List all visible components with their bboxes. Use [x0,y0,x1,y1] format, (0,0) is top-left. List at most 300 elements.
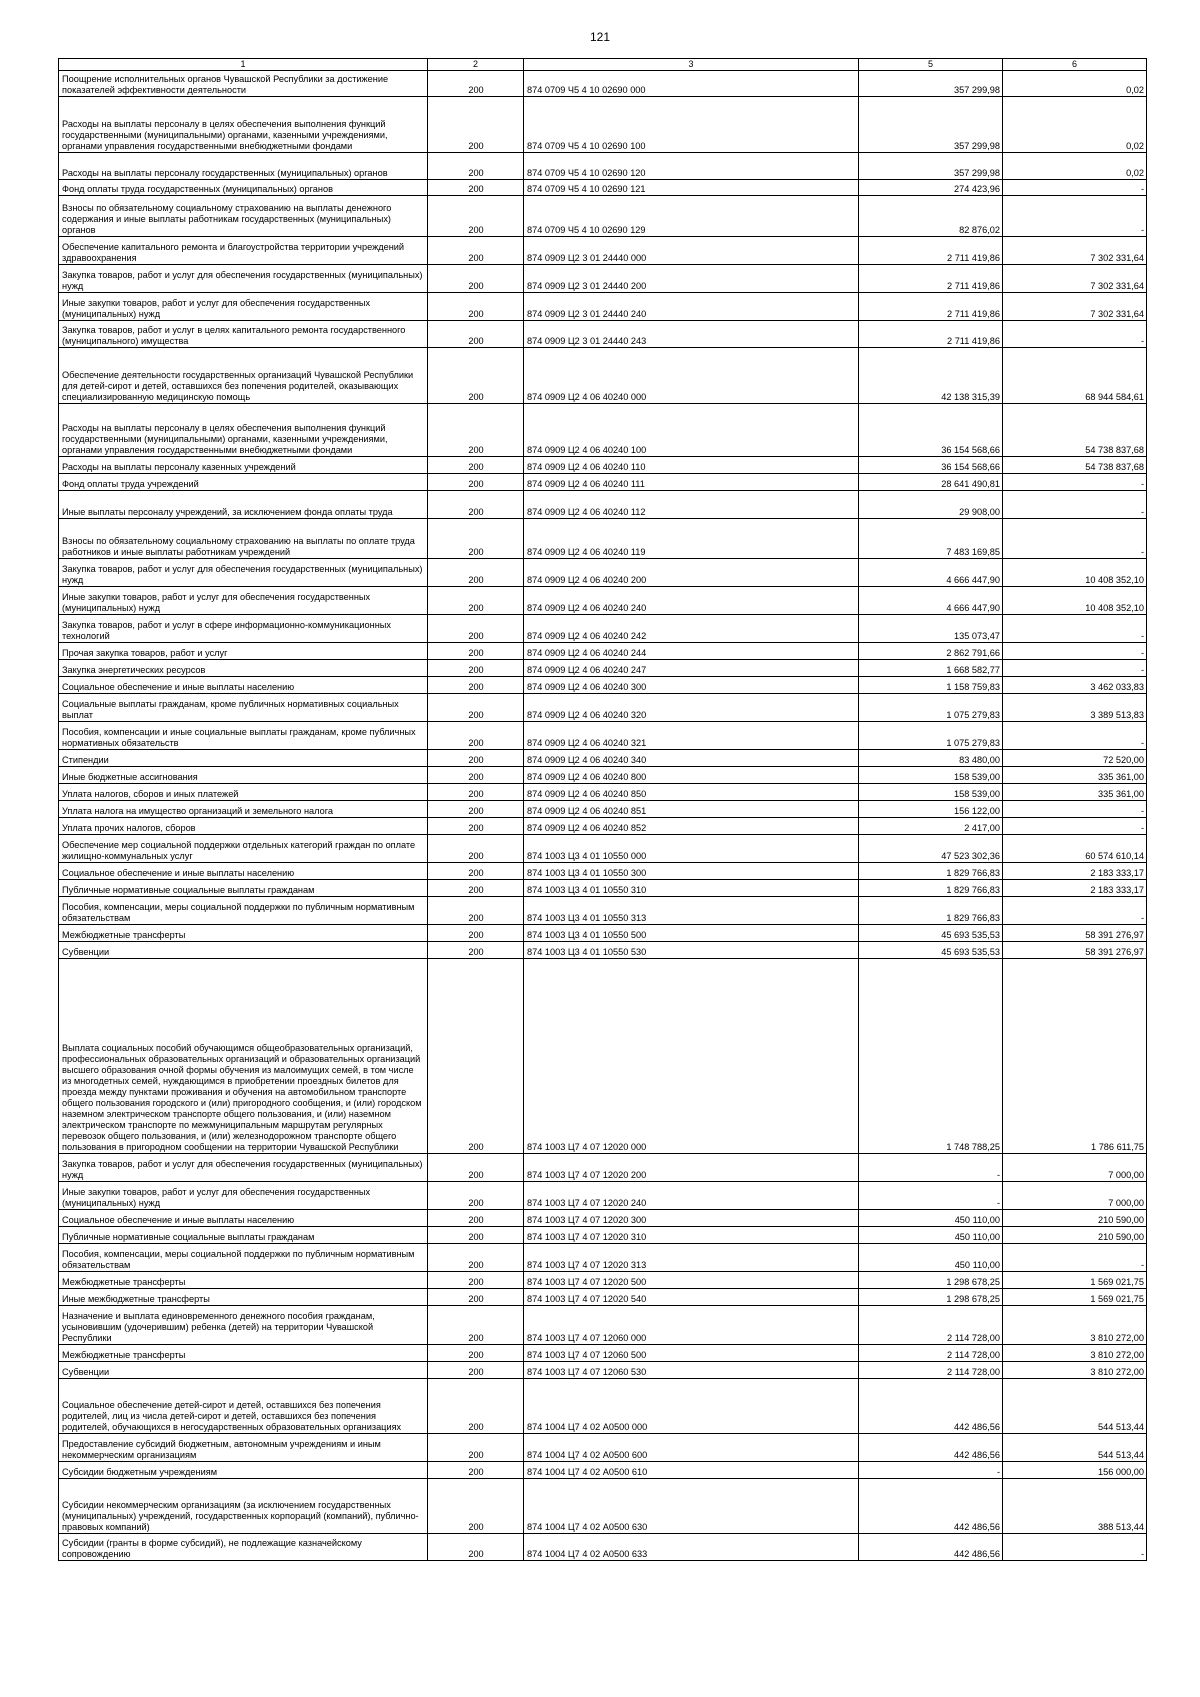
row-unexecuted-amount: 54 738 837,68 [1003,457,1147,474]
table-row [59,1244,1147,1272]
row-budget-code: 874 0909 Ц2 4 06 40240 100 [524,404,859,457]
row-description: Субвенции [59,1362,428,1379]
table-row [59,784,1147,801]
row-budget-code: 874 1003 Ц7 4 07 12020 300 [524,1210,859,1227]
row-executed-amount: - [859,1462,1003,1479]
row-line-code: 200 [428,1534,524,1561]
row-executed-amount: 1 298 678,25 [859,1289,1003,1306]
row-description: Закупка товаров, работ и услуг в целях капитального ремонта государственного (муниципального) имущества [59,321,428,348]
row-budget-code: 874 1003 Ц3 4 01 10550 313 [524,897,859,925]
row-description: Уплата налогов, сборов и иных платежей [59,784,428,801]
row-budget-code: 874 0909 Ц2 4 06 40240 111 [524,474,859,491]
row-executed-amount: 1 829 766,83 [859,880,1003,897]
row-unexecuted-amount: - [1003,643,1147,660]
row-line-code: 200 [428,97,524,153]
table-row [59,1534,1147,1561]
header-col-5: 5 [859,59,1003,71]
header-col-6: 6 [1003,59,1147,71]
row-executed-amount: 2 711 419,86 [859,265,1003,293]
row-description: Закупка товаров, работ и услуг для обеспечения государственных (муниципальных) нужд [59,559,428,587]
row-budget-code: 874 1003 Ц7 4 07 12060 000 [524,1306,859,1345]
header-col-1: 1 [59,59,428,71]
table-row [59,237,1147,265]
table-body [59,71,1147,1561]
row-description: Назначение и выплата единовременного денежного пособия гражданам, усыновившим (удочерившим) ребенка (детей) на территории Чувашской Республики [59,1306,428,1345]
row-line-code: 200 [428,1154,524,1182]
row-line-code: 200 [428,694,524,722]
row-unexecuted-amount: 7 000,00 [1003,1154,1147,1182]
row-executed-amount: 4 666 447,90 [859,559,1003,587]
row-description: Обеспечение капитального ремонта и благоустройства территории учреждений здравоохранения [59,237,428,265]
table-row [59,321,1147,348]
table-row [59,71,1147,97]
row-budget-code: 874 0909 Ц2 4 06 40240 110 [524,457,859,474]
row-description: Межбюджетные трансферты [59,925,428,942]
row-unexecuted-amount: 544 513,44 [1003,1379,1147,1434]
row-budget-code: 874 0709 Ч5 4 10 02690 129 [524,196,859,237]
row-unexecuted-amount: 3 810 272,00 [1003,1362,1147,1379]
row-line-code: 200 [428,1379,524,1434]
row-description: Иные закупки товаров, работ и услуг для обеспечения государственных (муниципальных) нужд [59,293,428,321]
table-row [59,925,1147,942]
row-line-code: 200 [428,835,524,863]
row-executed-amount: 2 711 419,86 [859,293,1003,321]
row-description: Иные выплаты персоналу учреждений, за исключением фонда оплаты труда [59,491,428,519]
row-unexecuted-amount: 60 574 610,14 [1003,835,1147,863]
row-unexecuted-amount: 58 391 276,97 [1003,942,1147,959]
row-unexecuted-amount: - [1003,491,1147,519]
table-row [59,1272,1147,1289]
page-number: 121 [589,30,611,44]
row-line-code: 200 [428,1362,524,1379]
table-row [59,1434,1147,1462]
row-executed-amount: 1 075 279,83 [859,722,1003,750]
row-executed-amount: 36 154 568,66 [859,404,1003,457]
row-executed-amount: 450 110,00 [859,1244,1003,1272]
row-budget-code: 874 0909 Ц2 4 06 40240 320 [524,694,859,722]
row-budget-code: 874 0909 Ц2 4 06 40240 851 [524,801,859,818]
row-budget-code: 874 0909 Ц2 4 06 40240 244 [524,643,859,660]
table-row [59,643,1147,660]
row-budget-code: 874 1003 Ц7 4 07 12020 500 [524,1272,859,1289]
table-row [59,1289,1147,1306]
row-line-code: 200 [428,559,524,587]
table-row [59,880,1147,897]
row-executed-amount: 1 829 766,83 [859,863,1003,880]
row-description: Стипендии [59,750,428,767]
row-description: Обеспечение мер социальной поддержки отдельных категорий граждан по оплате жилищно-коммунальных услуг [59,835,428,863]
row-executed-amount: 442 486,56 [859,1534,1003,1561]
table-row [59,818,1147,835]
row-description: Предоставление субсидий бюджетным, автономным учреждениям и иным некоммерческим организациям [59,1434,428,1462]
row-executed-amount: 1 668 582,77 [859,660,1003,677]
row-unexecuted-amount: - [1003,474,1147,491]
row-budget-code: 874 1003 Ц7 4 07 12020 240 [524,1182,859,1210]
row-line-code: 200 [428,660,524,677]
table-row [59,1182,1147,1210]
row-description: Расходы на выплаты персоналу в целях обеспечения выполнения функций государственными (муниципальными) органами, казенными учреждениями, органами управления государственными внебюджетными фондами [59,404,428,457]
row-description: Закупка товаров, работ и услуг в сфере информационно-коммуникационных технологий [59,615,428,643]
row-line-code: 200 [428,180,524,196]
row-budget-code: 874 0909 Ц2 3 01 24440 240 [524,293,859,321]
table-row [59,293,1147,321]
row-executed-amount: 42 138 315,39 [859,348,1003,404]
row-line-code: 200 [428,1272,524,1289]
row-unexecuted-amount: - [1003,801,1147,818]
table-row [59,519,1147,559]
row-unexecuted-amount: 3 810 272,00 [1003,1306,1147,1345]
row-unexecuted-amount: - [1003,897,1147,925]
row-budget-code: 874 1004 Ц7 4 02 А0500 000 [524,1379,859,1434]
row-budget-code: 874 1004 Ц7 4 02 А0500 633 [524,1534,859,1561]
row-budget-code: 874 0709 Ч5 4 10 02690 121 [524,180,859,196]
row-line-code: 200 [428,1462,524,1479]
row-description: Субсидии (гранты в форме субсидий), не подлежащие казначейскому сопровождению [59,1534,428,1561]
row-unexecuted-amount: 3 462 033,83 [1003,677,1147,694]
row-budget-code: 874 1003 Ц7 4 07 12020 200 [524,1154,859,1182]
row-description: Уплата прочих налогов, сборов [59,818,428,835]
table-row [59,694,1147,722]
table-row [59,491,1147,519]
row-description: Социальное обеспечение детей-сирот и детей, оставшихся без попечения родителей, лиц из числа детей-сирот и детей, оставшихся без попечения родителей, обучающихся в негосударственных образовательных организациях [59,1379,428,1434]
row-unexecuted-amount: 3 810 272,00 [1003,1345,1147,1362]
row-executed-amount: 2 114 728,00 [859,1362,1003,1379]
row-unexecuted-amount: 3 389 513,83 [1003,694,1147,722]
row-line-code: 200 [428,265,524,293]
row-unexecuted-amount: 7 302 331,64 [1003,265,1147,293]
row-executed-amount: 135 073,47 [859,615,1003,643]
row-line-code: 200 [428,1345,524,1362]
row-unexecuted-amount: 72 520,00 [1003,750,1147,767]
row-budget-code: 874 0909 Ц2 4 06 40240 800 [524,767,859,784]
row-description: Закупка энергетических ресурсов [59,660,428,677]
row-unexecuted-amount: - [1003,180,1147,196]
row-line-code: 200 [428,321,524,348]
row-line-code: 200 [428,404,524,457]
row-executed-amount: 2 711 419,86 [859,321,1003,348]
row-executed-amount: 47 523 302,36 [859,835,1003,863]
row-executed-amount: - [859,1154,1003,1182]
row-line-code: 200 [428,348,524,404]
row-line-code: 200 [428,801,524,818]
row-budget-code: 874 0909 Ц2 3 01 24440 000 [524,237,859,265]
row-executed-amount: 442 486,56 [859,1379,1003,1434]
row-description: Фонд оплаты труда учреждений [59,474,428,491]
row-executed-amount: 156 122,00 [859,801,1003,818]
row-executed-amount: 450 110,00 [859,1227,1003,1244]
row-description: Публичные нормативные социальные выплаты гражданам [59,1227,428,1244]
table-row [59,587,1147,615]
row-description: Иные закупки товаров, работ и услуг для обеспечения государственных (муниципальных) нужд [59,587,428,615]
row-executed-amount: 442 486,56 [859,1434,1003,1462]
row-line-code: 200 [428,677,524,694]
table-row [59,897,1147,925]
table-row [59,1362,1147,1379]
row-unexecuted-amount: 2 183 333,17 [1003,863,1147,880]
row-line-code: 200 [428,519,524,559]
row-description: Субвенции [59,942,428,959]
table-row [59,615,1147,643]
row-executed-amount: 357 299,98 [859,97,1003,153]
row-budget-code: 874 1003 Ц7 4 07 12060 500 [524,1345,859,1362]
row-description: Закупка товаров, работ и услуг для обеспечения государственных (муниципальных) нужд [59,1154,428,1182]
table-row [59,348,1147,404]
table-row [59,1227,1147,1244]
row-line-code: 200 [428,71,524,97]
row-description: Взносы по обязательному социальному страхованию на выплаты денежного содержания и иные выплаты работникам государственных (муниципальных) органов [59,196,428,237]
row-executed-amount: 7 483 169,85 [859,519,1003,559]
table-row [59,1462,1147,1479]
row-description: Прочая закупка товаров, работ и услуг [59,643,428,660]
row-unexecuted-amount: - [1003,722,1147,750]
table-row [59,153,1147,180]
row-budget-code: 874 1003 Ц7 4 07 12020 313 [524,1244,859,1272]
row-budget-code: 874 0909 Ц2 4 06 40240 000 [524,348,859,404]
row-line-code: 200 [428,587,524,615]
row-unexecuted-amount: 1 569 021,75 [1003,1289,1147,1306]
row-description: Пособия, компенсации и иные социальные выплаты гражданам, кроме публичных нормативных обязательств [59,722,428,750]
row-description: Социальное обеспечение и иные выплаты населению [59,677,428,694]
table-row [59,1210,1147,1227]
row-description: Социальное обеспечение и иные выплаты населению [59,1210,428,1227]
table-row [59,196,1147,237]
row-unexecuted-amount: - [1003,818,1147,835]
row-executed-amount: 45 693 535,53 [859,925,1003,942]
row-line-code: 200 [428,615,524,643]
row-line-code: 200 [428,750,524,767]
row-executed-amount: 1 158 759,83 [859,677,1003,694]
row-budget-code: 874 1003 Ц3 4 01 10550 500 [524,925,859,942]
header-col-3: 3 [524,59,859,71]
row-budget-code: 874 1003 Ц3 4 01 10550 000 [524,835,859,863]
row-budget-code: 874 0909 Ц2 4 06 40240 247 [524,660,859,677]
row-budget-code: 874 1003 Ц3 4 01 10550 310 [524,880,859,897]
row-description: Социальные выплаты гражданам, кроме публичных нормативных социальных выплат [59,694,428,722]
table-row [59,559,1147,587]
row-unexecuted-amount: 7 302 331,64 [1003,293,1147,321]
row-description: Расходы на выплаты персоналу государственных (муниципальных) органов [59,153,428,180]
row-line-code: 200 [428,897,524,925]
table-row [59,835,1147,863]
row-line-code: 200 [428,491,524,519]
row-executed-amount: 357 299,98 [859,153,1003,180]
row-description: Расходы на выплаты персоналу в целях обеспечения выполнения функций государственными (муниципальными) органами, казенными учреждениями, органами управления государственными внебюджетными фондами [59,97,428,153]
row-budget-code: 874 1004 Ц7 4 02 А0500 630 [524,1479,859,1534]
row-budget-code: 874 1003 Ц7 4 07 12020 540 [524,1289,859,1306]
row-description: Субсидии некоммерческим организациям (за исключением государственных (муниципальных) учреждений, государственных корпораций (компаний), публично-правовых компаний) [59,1479,428,1534]
row-budget-code: 874 0909 Ц2 3 01 24440 243 [524,321,859,348]
table-row [59,767,1147,784]
table-row [59,1379,1147,1434]
row-budget-code: 874 1003 Ц7 4 07 12020 000 [524,959,859,1154]
row-line-code: 200 [428,767,524,784]
row-description: Расходы на выплаты персоналу казенных учреждений [59,457,428,474]
row-line-code: 200 [428,457,524,474]
table-row [59,677,1147,694]
table-row [59,1154,1147,1182]
row-executed-amount: - [859,1182,1003,1210]
row-executed-amount: 442 486,56 [859,1479,1003,1534]
row-description: Публичные нормативные социальные выплаты гражданам [59,880,428,897]
row-budget-code: 874 0709 Ч5 4 10 02690 000 [524,71,859,97]
table-header [59,59,1147,71]
row-line-code: 200 [428,925,524,942]
row-unexecuted-amount: 0,02 [1003,71,1147,97]
row-description: Фонд оплаты труда государственных (муниципальных) органов [59,180,428,196]
row-line-code: 200 [428,1434,524,1462]
row-line-code: 200 [428,942,524,959]
row-budget-code: 874 0909 Ц2 4 06 40240 340 [524,750,859,767]
row-unexecuted-amount: 335 361,00 [1003,784,1147,801]
table-row [59,474,1147,491]
row-description: Межбюджетные трансферты [59,1272,428,1289]
row-description: Социальное обеспечение и иные выплаты населению [59,863,428,880]
row-unexecuted-amount: 544 513,44 [1003,1434,1147,1462]
row-unexecuted-amount: - [1003,615,1147,643]
row-line-code: 200 [428,237,524,265]
row-executed-amount: 83 480,00 [859,750,1003,767]
table-row [59,660,1147,677]
header-col-2: 2 [428,59,524,71]
row-line-code: 200 [428,1289,524,1306]
row-budget-code: 874 0909 Ц2 4 06 40240 852 [524,818,859,835]
row-description: Взносы по обязательному социальному страхованию на выплаты по оплате труда работников и иные выплаты работникам учреждений [59,519,428,559]
row-executed-amount: 450 110,00 [859,1210,1003,1227]
table-row [59,97,1147,153]
table-row [59,942,1147,959]
row-executed-amount: 4 666 447,90 [859,587,1003,615]
row-line-code: 200 [428,722,524,750]
row-unexecuted-amount: 0,02 [1003,153,1147,180]
row-unexecuted-amount: 10 408 352,10 [1003,559,1147,587]
row-line-code: 200 [428,959,524,1154]
row-description: Иные бюджетные ассигнования [59,767,428,784]
row-description: Пособия, компенсации, меры социальной поддержки по публичным нормативным обязательствам [59,1244,428,1272]
row-line-code: 200 [428,863,524,880]
row-line-code: 200 [428,474,524,491]
row-budget-code: 874 1003 Ц3 4 01 10550 300 [524,863,859,880]
table-row [59,1306,1147,1345]
row-unexecuted-amount: 388 513,44 [1003,1479,1147,1534]
table-row [59,750,1147,767]
row-line-code: 200 [428,196,524,237]
row-executed-amount: 45 693 535,53 [859,942,1003,959]
row-budget-code: 874 0909 Ц2 4 06 40240 200 [524,559,859,587]
row-unexecuted-amount: 210 590,00 [1003,1210,1147,1227]
table-row [59,1345,1147,1362]
row-unexecuted-amount: - [1003,321,1147,348]
row-executed-amount: 357 299,98 [859,71,1003,97]
row-unexecuted-amount: 210 590,00 [1003,1227,1147,1244]
row-description: Поощрение исполнительных органов Чувашской Республики за достижение показателей эффективности деятельности [59,71,428,97]
row-executed-amount: 1 829 766,83 [859,897,1003,925]
row-description: Межбюджетные трансферты [59,1345,428,1362]
row-line-code: 200 [428,1227,524,1244]
table-row [59,265,1147,293]
row-budget-code: 874 1004 Ц7 4 02 А0500 610 [524,1462,859,1479]
row-line-code: 200 [428,880,524,897]
row-executed-amount: 1 748 788,25 [859,959,1003,1154]
row-executed-amount: 1 075 279,83 [859,694,1003,722]
row-description: Иные закупки товаров, работ и услуг для обеспечения государственных (муниципальных) нужд [59,1182,428,1210]
row-unexecuted-amount: 7 000,00 [1003,1182,1147,1210]
row-executed-amount: 2 862 791,66 [859,643,1003,660]
row-budget-code: 874 0909 Ц2 4 06 40240 321 [524,722,859,750]
row-line-code: 200 [428,1182,524,1210]
row-executed-amount: 28 641 490,81 [859,474,1003,491]
row-line-code: 200 [428,293,524,321]
row-executed-amount: 2 114 728,00 [859,1345,1003,1362]
row-line-code: 200 [428,1210,524,1227]
row-description: Пособия, компенсации, меры социальной поддержки по публичным нормативным обязательствам [59,897,428,925]
table-row [59,180,1147,196]
row-executed-amount: 36 154 568,66 [859,457,1003,474]
table-row [59,1479,1147,1534]
row-budget-code: 874 0909 Ц2 4 06 40240 240 [524,587,859,615]
row-unexecuted-amount: 0,02 [1003,97,1147,153]
row-budget-code: 874 0909 Ц2 4 06 40240 112 [524,491,859,519]
row-unexecuted-amount: 7 302 331,64 [1003,237,1147,265]
row-line-code: 200 [428,818,524,835]
row-line-code: 200 [428,784,524,801]
row-budget-code: 874 0909 Ц2 4 06 40240 242 [524,615,859,643]
expenditure-table [58,58,1147,1561]
row-budget-code: 874 1003 Ц7 4 07 12060 530 [524,1362,859,1379]
row-description: Иные межбюджетные трансферты [59,1289,428,1306]
row-unexecuted-amount: 156 000,00 [1003,1462,1147,1479]
table-row [59,801,1147,818]
row-description: Обеспечение деятельности государственных организаций Чувашской Республики для детей-сирот и детей, оставшихся без попечения родителей, оказывающих специализированную медицинскую помощь [59,348,428,404]
row-budget-code: 874 1004 Ц7 4 02 А0500 600 [524,1434,859,1462]
row-executed-amount: 2 114 728,00 [859,1306,1003,1345]
table-row [59,457,1147,474]
row-description: Уплата налога на имущество организаций и земельного налога [59,801,428,818]
row-unexecuted-amount: - [1003,660,1147,677]
row-unexecuted-amount: - [1003,1244,1147,1272]
row-description: Выплата социальных пособий обучающимся общеобразовательных организаций, профессиональных образовательных организаций и образовательных организаций высшего образования очной формы обучения из малоимущих семей, в том числе из многодетных семей, нуждающимся в приобретении проездных билетов для проезда между пунктами проживания и обучения на автомобильном транспорте общего пользования городского и (или) пригородного сообщения, и (или) городском наземном электрическом транспорте общего пользования, и (или) наземном электрическом транспорте по межмуниципальным маршрутам регулярных перевозок общего пользования, и (или) железнодорожном транспорте общего пользования в пригородном сообщении на территории Чувашской Республики [59,959,428,1154]
row-unexecuted-amount: 68 944 584,61 [1003,348,1147,404]
row-executed-amount: 158 539,00 [859,784,1003,801]
row-budget-code: 874 0909 Ц2 4 06 40240 300 [524,677,859,694]
row-budget-code: 874 0909 Ц2 3 01 24440 200 [524,265,859,293]
row-unexecuted-amount: - [1003,1534,1147,1561]
table-row [59,722,1147,750]
row-unexecuted-amount: - [1003,196,1147,237]
row-unexecuted-amount: 54 738 837,68 [1003,404,1147,457]
table-row [59,863,1147,880]
row-unexecuted-amount: - [1003,519,1147,559]
table-row [59,959,1147,1154]
row-budget-code: 874 1003 Ц3 4 01 10550 530 [524,942,859,959]
row-unexecuted-amount: 1 569 021,75 [1003,1272,1147,1289]
row-executed-amount: 82 876,02 [859,196,1003,237]
row-unexecuted-amount: 10 408 352,10 [1003,587,1147,615]
row-budget-code: 874 1003 Ц7 4 07 12020 310 [524,1227,859,1244]
row-description: Закупка товаров, работ и услуг для обеспечения государственных (муниципальных) нужд [59,265,428,293]
row-executed-amount: 158 539,00 [859,767,1003,784]
row-line-code: 200 [428,1244,524,1272]
row-line-code: 200 [428,153,524,180]
row-executed-amount: 2 711 419,86 [859,237,1003,265]
row-budget-code: 874 0909 Ц2 4 06 40240 850 [524,784,859,801]
row-unexecuted-amount: 335 361,00 [1003,767,1147,784]
row-description: Субсидии бюджетным учреждениям [59,1462,428,1479]
row-executed-amount: 1 298 678,25 [859,1272,1003,1289]
row-unexecuted-amount: 1 786 611,75 [1003,959,1147,1154]
table-row [59,404,1147,457]
row-line-code: 200 [428,1479,524,1534]
row-line-code: 200 [428,1306,524,1345]
